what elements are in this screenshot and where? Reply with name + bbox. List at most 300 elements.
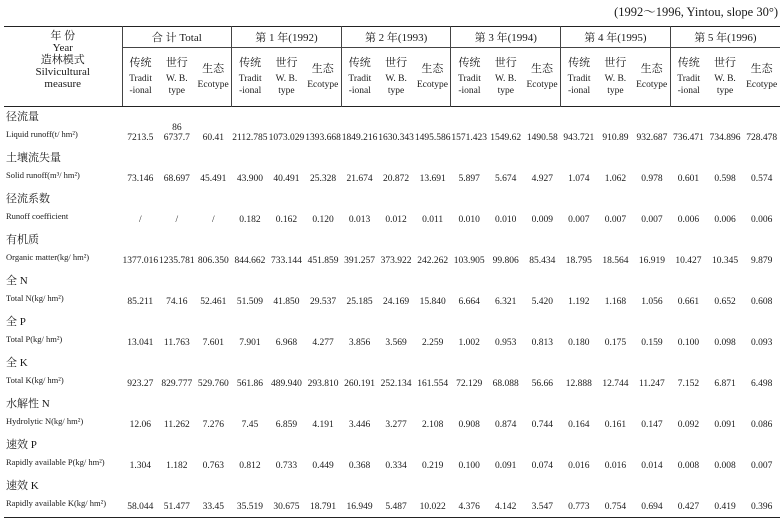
subheader-zh: 生态	[311, 63, 334, 75]
table-cell: 0.449	[312, 461, 334, 471]
subheader-en: Tradit	[458, 74, 481, 84]
group-header-0: 合 计 Total	[122, 27, 232, 48]
subheader-en: type	[716, 86, 734, 96]
table-cell: 0.010	[495, 215, 517, 225]
table-cell: 1.062	[604, 174, 627, 184]
table-cell: 260.191	[344, 379, 375, 389]
row-label-en: Organic matter(kg/ hm²)	[6, 252, 90, 262]
table-cell: 0.100	[677, 338, 700, 348]
table-cell: 12.06	[129, 420, 151, 430]
table-cell: 0.012	[385, 215, 407, 225]
table-cell: 1849.216	[341, 133, 378, 143]
table-cell: /	[212, 215, 215, 225]
table-cell: 910.89	[602, 133, 629, 143]
table-row	[4, 230, 780, 271]
table-cell: 6.859	[275, 420, 298, 430]
table-cell: 74.16	[166, 297, 188, 307]
subheader-en: type	[387, 86, 405, 96]
subheader-en: -ional	[129, 86, 152, 96]
subheader-en: Tradit	[567, 74, 591, 84]
table-cell: 1235.781	[159, 256, 195, 266]
table-cell: 0.953	[495, 338, 517, 348]
table-cell: 25.185	[346, 297, 373, 307]
subheader-en: W. B.	[604, 74, 627, 84]
table-cell: 6.498	[750, 379, 773, 389]
group-header-1: 第 1 年(1992)	[232, 27, 342, 48]
table-cell: 86 6737.7	[163, 123, 190, 143]
subheader-zh: 世行	[385, 57, 408, 69]
table-cell: 932.687	[636, 133, 668, 143]
row-label-zh: 全 N	[6, 275, 28, 287]
table-cell: /	[175, 215, 179, 225]
subheader-zh: 传统	[348, 57, 371, 69]
subheader-en: Tradit	[348, 74, 372, 84]
table-cell: 0.608	[750, 297, 773, 307]
subheader-1-1	[268, 48, 305, 107]
table-cell: 11.247	[639, 379, 665, 389]
table-cell: 3.569	[385, 338, 407, 348]
row-label	[4, 148, 122, 189]
subheader-en: Tradit	[129, 74, 152, 84]
subheader-4-0	[561, 48, 598, 107]
table-cell: 4.376	[458, 502, 480, 512]
subheader-zh: 生态	[750, 63, 773, 75]
table-cell: 43.900	[236, 174, 263, 184]
table-cell: 0.661	[677, 297, 700, 307]
row-header-label	[4, 27, 122, 107]
table-cell: 4.191	[312, 420, 334, 430]
subheader-zh: 世行	[494, 57, 517, 69]
row-label	[4, 394, 122, 435]
table-cell: 4.277	[312, 338, 334, 348]
subheader-en: -ional	[568, 86, 591, 96]
table-cell: 3.547	[531, 502, 553, 512]
table-cell: 561.86	[236, 379, 263, 389]
table-cell: 13.041	[127, 338, 154, 348]
table-cell: 391.257	[344, 256, 375, 266]
table-cell: 0.159	[641, 338, 663, 348]
table-cell: 736.471	[673, 133, 704, 143]
subheader-zh: 世行	[604, 57, 627, 69]
runoff-nutrient-table	[4, 26, 780, 518]
subheader-en: Ecotype	[307, 80, 339, 90]
table-cell: 4.927	[531, 174, 553, 184]
table-cell: 45.491	[200, 174, 227, 184]
table-cell: 11.262	[163, 420, 190, 430]
table-cell: 1490.58	[526, 133, 558, 143]
subheader-1-0	[232, 48, 269, 107]
row-label-en: Hydrolytic N(kg/ hm²)	[6, 416, 84, 426]
row-label-zh: 径流量	[6, 111, 39, 123]
table-cell: 0.008	[677, 461, 700, 471]
table-cell: 35.519	[236, 502, 263, 512]
row-label	[4, 476, 122, 518]
table-cell: 0.908	[458, 420, 480, 430]
table-row	[4, 476, 780, 518]
table-cell: 0.161	[604, 420, 627, 430]
row-label-zh: 土壤流失量	[6, 152, 61, 164]
table-cell: 0.009	[531, 215, 553, 225]
table-row	[4, 107, 780, 149]
table-cell: 0.574	[750, 174, 773, 184]
table-cell: 18.795	[565, 256, 592, 266]
table-cell: 0.601	[677, 174, 700, 184]
table-cell: 0.006	[750, 215, 773, 225]
table-cell: 12.744	[602, 379, 629, 389]
table-cell: 0.006	[677, 215, 700, 225]
table-cell: 0.007	[604, 215, 627, 225]
table-cell: 293.810	[307, 379, 339, 389]
table-cell: 21.674	[346, 174, 373, 184]
table-cell: /	[138, 215, 142, 225]
table-cell: 0.086	[750, 420, 773, 430]
table-cell: 7.152	[677, 379, 700, 389]
subheader-0-0	[122, 48, 159, 107]
subheader-en: -ional	[458, 86, 481, 96]
table-cell: 1.192	[568, 297, 590, 307]
table-cell: 6.664	[458, 297, 480, 307]
subheader-zh: 传统	[239, 57, 262, 69]
table-cell: 68.088	[492, 379, 519, 389]
subheader-en: W. B.	[385, 74, 407, 84]
row-label-en: Total N(kg/ hm²)	[6, 293, 64, 303]
subheader-en: type	[607, 86, 624, 96]
table-cell: 0.419	[714, 502, 736, 512]
subheader-zh: 传统	[458, 57, 481, 69]
table-cell: 18.791	[309, 502, 337, 512]
table-cell: 733.144	[271, 256, 302, 266]
table-cell: 9.879	[750, 256, 773, 266]
subheader-en: type	[278, 86, 295, 96]
subheader-5-1	[707, 48, 744, 107]
table-cell: 33.45	[202, 502, 225, 512]
row-label-zh: 水解性 N	[6, 398, 50, 410]
table-cell: 60.41	[202, 133, 225, 143]
table-cell: 6.871	[714, 379, 736, 389]
row-label	[4, 312, 122, 353]
table-row	[4, 394, 780, 435]
table-cell: 0.773	[568, 502, 590, 512]
table-cell: 0.180	[568, 338, 590, 348]
table-cell: 0.013	[348, 215, 371, 225]
table-cell: 7213.5	[127, 133, 154, 143]
table-cell: 0.010	[458, 215, 480, 225]
table-cell: 0.427	[677, 502, 700, 512]
table-cell: 1.074	[568, 174, 590, 184]
table-cell: 489.940	[271, 379, 302, 389]
subheader-4-1	[597, 48, 634, 107]
table-cell: 7.901	[239, 338, 261, 348]
row-label-en: Total P(kg/ hm²)	[6, 334, 63, 344]
group-header-5: 第 5 年(1996)	[670, 27, 780, 48]
table-cell: 0.396	[750, 502, 773, 512]
table-cell: 85.434	[529, 256, 556, 266]
table-cell: 73.146	[127, 174, 154, 184]
table-cell: 99.806	[492, 256, 519, 266]
table-cell: 1073.029	[268, 133, 305, 143]
table-cell: 1495.586	[414, 133, 451, 143]
table-cell: 6.968	[275, 338, 298, 348]
group-header-3: 第 3 年(1994)	[451, 27, 561, 48]
table-cell: 252.134	[380, 379, 412, 389]
table-cell: 41.850	[273, 297, 300, 307]
table-cell: 51.509	[236, 297, 263, 307]
subheader-2-1	[378, 48, 415, 107]
table-cell: 0.813	[531, 338, 553, 348]
row-label-en: Liquid runoff(t/ hm²)	[6, 129, 78, 139]
row-label-zh: 有机质	[6, 234, 39, 246]
subheader-3-2	[524, 48, 561, 107]
table-cell: 0.744	[531, 420, 553, 430]
table-cell: 5.487	[385, 502, 407, 512]
table-cell: 13.691	[419, 174, 446, 184]
subheader-0-2	[195, 48, 232, 107]
row-label-zh: 全 P	[6, 316, 26, 328]
row-label-en: Rapidly available K(kg/ hm²)	[6, 498, 107, 508]
table-cell: 1571.423	[451, 133, 487, 143]
table-caption: (1992～1996, Yintou, slope 30°)	[614, 5, 778, 19]
table-cell: 0.007	[568, 215, 590, 225]
subheader-2-0	[341, 48, 378, 107]
subheader-3-1	[487, 48, 524, 107]
table-cell: 103.905	[453, 256, 485, 266]
group-header-2: 第 2 年(1993)	[341, 27, 451, 48]
table-cell: 15.840	[419, 297, 446, 307]
row-label	[4, 189, 122, 230]
table-cell: 7.276	[202, 420, 225, 430]
table-cell: 0.008	[714, 461, 736, 471]
table-cell: 0.016	[568, 461, 590, 471]
table-cell: 10.427	[675, 256, 702, 266]
subheader-zh: 传统	[129, 57, 152, 69]
table-cell: 0.164	[568, 420, 590, 430]
row-label-zh: 速效 K	[6, 480, 39, 492]
table-cell: 0.011	[422, 215, 444, 225]
row-label	[4, 107, 122, 149]
table-cell: 0.812	[239, 461, 261, 471]
table-cell: 0.007	[750, 461, 773, 471]
subheader-2-2	[414, 48, 451, 107]
table-cell: 943.721	[563, 133, 595, 143]
row-label-en: Solid runoff(m³/ hm²)	[6, 170, 80, 180]
table-cell: 5.420	[531, 297, 553, 307]
row-label	[4, 230, 122, 271]
table-cell: 0.120	[312, 215, 334, 225]
table-cell: 0.162	[275, 215, 298, 225]
subheader-zh: 世行	[714, 57, 737, 69]
table-cell: 0.098	[714, 338, 736, 348]
row-label-en: Runoff coefficient	[6, 211, 69, 221]
subheader-zh: 生态	[640, 63, 663, 75]
table-cell: 0.093	[750, 338, 773, 348]
table-row	[4, 435, 780, 476]
table-cell: 58.044	[127, 502, 154, 512]
subheader-en: Ecotype	[746, 80, 778, 90]
subheader-0-1	[159, 48, 196, 107]
table-cell: 30.675	[273, 502, 300, 512]
table-cell: 0.219	[421, 461, 444, 471]
header-measure-en-1: Silvicultural	[35, 66, 90, 78]
subheader-5-0	[670, 48, 707, 107]
table-cell: 56.66	[531, 379, 553, 389]
subheader-zh: 生态	[421, 63, 444, 75]
table-cell: 0.175	[604, 338, 627, 348]
table-cell: 0.368	[348, 461, 371, 471]
table-cell: 18.564	[602, 256, 629, 266]
table-cell: 5.674	[495, 174, 517, 184]
row-label	[4, 353, 122, 394]
header-measure-zh: 造林模式	[40, 54, 85, 66]
subheader-zh: 生态	[202, 63, 225, 75]
table-cell: 0.334	[385, 461, 407, 471]
table-cell: 1630.343	[378, 133, 414, 143]
table-row	[4, 189, 780, 230]
subheader-zh: 世行	[165, 57, 188, 69]
table-cell: 3.446	[348, 420, 371, 430]
header-year-zh: 年 份	[50, 30, 76, 42]
subheader-3-0	[451, 48, 488, 107]
subheader-en: Ecotype	[197, 80, 229, 90]
table-cell: 1.056	[641, 297, 663, 307]
table-cell: 242.262	[417, 256, 449, 266]
table-cell: 923.27	[127, 379, 154, 389]
table-cell: 20.872	[383, 174, 410, 184]
table-cell: 0.182	[239, 215, 261, 225]
table-cell: 72.129	[456, 379, 483, 389]
subheader-en: W. B.	[275, 74, 298, 84]
table-cell: 844.662	[234, 256, 266, 266]
table-cell: 529.760	[197, 379, 229, 389]
row-label-zh: 速效 P	[6, 439, 37, 451]
table-cell: 4.142	[495, 502, 517, 512]
table-cell: 373.922	[380, 256, 412, 266]
table-cell: 0.652	[714, 297, 736, 307]
table-cell: 0.763	[202, 461, 225, 471]
table-cell: 1.002	[458, 338, 480, 348]
table-row	[4, 271, 780, 312]
table-cell: 829.777	[161, 379, 193, 389]
table-cell: 1393.668	[305, 133, 341, 143]
table-cell: 3.856	[348, 338, 371, 348]
row-label	[4, 271, 122, 312]
table-cell: 2.259	[421, 338, 444, 348]
table-row	[4, 148, 780, 189]
row-label	[4, 435, 122, 476]
table-cell: 451.859	[307, 256, 339, 266]
header-measure-en-2: measure	[44, 78, 82, 90]
table-cell: 0.874	[495, 420, 517, 430]
table-cell: 1.168	[604, 297, 627, 307]
table-cell: 25.328	[309, 174, 337, 184]
subheader-en: W. B.	[714, 74, 736, 84]
subheader-en: -ional	[677, 86, 700, 96]
table-cell: 40.491	[273, 174, 300, 184]
table-row	[4, 312, 780, 353]
table-cell: 68.697	[163, 174, 190, 184]
subheader-zh: 生态	[531, 63, 554, 75]
subheader-en: W. B.	[494, 74, 517, 84]
table-cell: 1549.62	[490, 133, 522, 143]
table-cell: 0.016	[604, 461, 627, 471]
table-cell: 0.091	[714, 420, 736, 430]
subheader-en: Ecotype	[636, 80, 668, 90]
table-cell: 29.537	[309, 297, 337, 307]
subheader-5-2	[743, 48, 780, 107]
table-cell: 0.014	[641, 461, 663, 471]
table-cell: 16.919	[638, 256, 665, 266]
subheader-en: type	[497, 86, 514, 96]
table-cell: 10.022	[419, 502, 446, 512]
table-cell: 1377.016	[122, 256, 159, 266]
row-label-en: Rapidly available P(kg/ hm²)	[6, 457, 105, 467]
table-cell: 728.478	[746, 133, 778, 143]
table-cell: 10.345	[711, 256, 739, 266]
subheader-en: Ecotype	[526, 80, 558, 90]
table-cell: 85.211	[127, 297, 154, 307]
table-cell: 7.601	[202, 338, 225, 348]
table-cell: 0.978	[641, 174, 663, 184]
table-cell: 161.554	[417, 379, 449, 389]
subheader-en: W. B.	[166, 74, 188, 84]
table-cell: 0.092	[677, 420, 700, 430]
table-cell: 0.006	[714, 215, 736, 225]
table-cell: 6.321	[495, 297, 517, 307]
table-cell: 1.304	[129, 461, 151, 471]
table-cell: 0.100	[458, 461, 480, 471]
subheader-zh: 世行	[275, 57, 298, 69]
table-cell: 1.182	[166, 461, 188, 471]
subheader-en: -ional	[239, 86, 262, 96]
table-cell: 0.598	[714, 174, 736, 184]
subheader-zh: 传统	[677, 57, 700, 69]
table-cell: 5.897	[458, 174, 480, 184]
table-row	[4, 353, 780, 394]
header-year-en: Year	[52, 42, 73, 54]
table-cell: 0.754	[604, 502, 627, 512]
subheader-en: Tradit	[238, 74, 262, 84]
table-cell: 7.45	[241, 420, 259, 430]
table-cell: 52.461	[200, 297, 227, 307]
table-cell: 734.896	[709, 133, 741, 143]
row-label-en: Total K(kg/ hm²)	[6, 375, 64, 385]
row-label-zh: 径流系数	[6, 193, 50, 205]
table-cell: 0.007	[641, 215, 663, 225]
subheader-en: Tradit	[677, 74, 701, 84]
table-cell: 0.074	[531, 461, 553, 471]
table-cell: 0.733	[275, 461, 298, 471]
subheader-en: -ional	[348, 86, 371, 96]
table-cell: 51.477	[163, 502, 190, 512]
table-cell: 3.277	[385, 420, 407, 430]
table-cell: 0.694	[641, 502, 663, 512]
subheader-en: type	[168, 86, 185, 96]
table-cell: 2112.785	[232, 133, 268, 143]
table-cell: 11.763	[163, 338, 190, 348]
table-cell: 24.169	[383, 297, 410, 307]
group-header-4: 第 4 年(1995)	[561, 27, 671, 48]
subheader-1-2	[305, 48, 342, 107]
row-label-zh: 全 K	[6, 357, 28, 369]
table-cell: 16.949	[346, 502, 373, 512]
table-cell: 0.147	[641, 420, 663, 430]
table-cell: 0.091	[495, 461, 517, 471]
subheader-en: Ecotype	[416, 80, 448, 90]
table-cell: 806.350	[197, 256, 229, 266]
table-cell: 12.888	[565, 379, 592, 389]
subheader-zh: 传统	[568, 57, 591, 69]
subheader-4-2	[634, 48, 671, 107]
table-cell: 2.108	[421, 420, 444, 430]
